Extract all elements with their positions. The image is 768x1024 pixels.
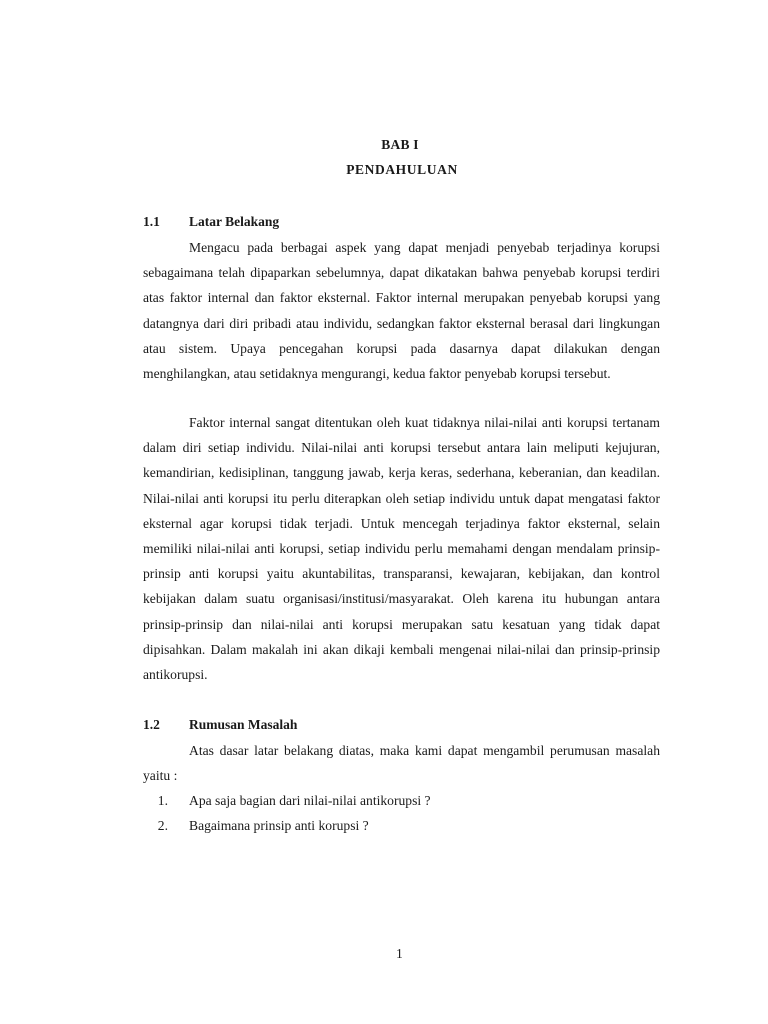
- section-title: Latar Belakang: [189, 214, 280, 229]
- section-heading-rumusan-masalah: [143, 715, 297, 735]
- list-item-text: Apa saja bagian dari nilai-nilai antikorupsi ?: [189, 793, 431, 808]
- list-marker: 1.: [157, 793, 168, 808]
- problem-list: [143, 788, 660, 838]
- list-item: [143, 813, 660, 838]
- paragraph-latar-belakang-2: Faktor internal sangat ditentukan oleh kuat tidaknya nilai-nilai anti korupsi tertanam dalam diri setiap individu. Nilai-nilai anti korupsi tersebut antara lain meliputi kejujuran, kemandirian, kedisiplinan, tanggung jawab, kerja keras, sederhana, keberanian, dan keadilan. Nilai-nilai anti korupsi itu perlu diterapkan oleh setiap individu untuk dapat mengatasi faktor eksternal agar korupsi tidak terjadi. Untuk mencegah terjadinya faktor eksternal, selain memiliki nilai-nilai anti korupsi, setiap individu perlu memahami dengan mendalam prinsip-prinsip anti korupsi yaitu akuntabilitas, transparansi, kewajaran, kebijakan, dan kontrol kebijakan dalam suatu organisasi/institusi/masyarakat. Oleh karena itu hubungan antara prinsip-prinsip dan nilai-nilai anti korupsi merupakan satu kesatuan yang tidak dapat dipisahkan. Dalam makalah ini akan dikaji kembali mengenai nilai-nilai dan prinsip-prinsip antikorupsi.: [143, 415, 660, 683]
- section-title: Rumusan Masalah: [189, 717, 298, 732]
- list-item-text: Bagaimana prinsip anti korupsi ?: [189, 818, 369, 834]
- page-number: 1: [396, 946, 403, 961]
- section-number: 1.2: [143, 717, 160, 732]
- section-heading-latar-belakang: [143, 212, 279, 232]
- list-item: [143, 788, 660, 813]
- section-number: 1.1: [143, 214, 160, 229]
- paragraph-rumusan-masalah: Atas dasar latar belakang diatas, maka kami dapat mengambil perumusan masalah yaitu :: [143, 743, 660, 784]
- list-marker: 2.: [157, 818, 168, 834]
- paragraph-latar-belakang-1: Mengacu pada berbagai aspek yang dapat menjadi penyebab terjadinya korupsi sebagaimana telah dipaparkan sebelumnya, dapat dikatakan bahwa penyebab korupsi terdiri atas faktor internal dan faktor eksternal. Faktor internal merupakan penyebab korupsi yang datangnya dari diri pribadi atau individu, sedangkan faktor eksternal berasal dari lingkungan atau sistem. Upaya pencegahan korupsi pada dasarnya dapat dilakukan dengan menghilangkan, atau setidaknya mengurangi, kedua faktor penyebab korupsi tersebut.: [143, 240, 660, 382]
- chapter-title: PENDAHULUAN: [346, 162, 458, 177]
- chapter-number: BAB I: [381, 137, 419, 152]
